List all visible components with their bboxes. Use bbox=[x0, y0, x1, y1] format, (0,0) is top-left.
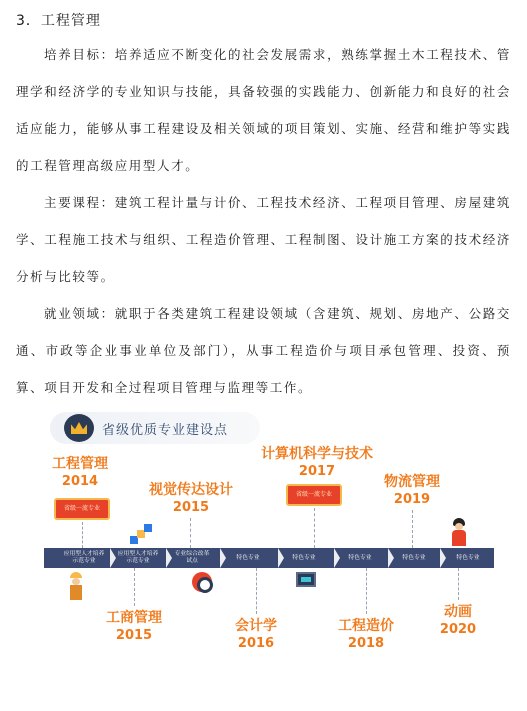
monitor-icon bbox=[296, 572, 316, 587]
milestone-bottom-3 bbox=[326, 618, 406, 652]
timeline-figure bbox=[40, 412, 500, 682]
milestone-year: 2015 bbox=[172, 500, 210, 515]
timeline-segment: 特色专业 bbox=[348, 554, 372, 561]
paragraph-employment bbox=[16, 295, 511, 406]
milestone-year: 2016 bbox=[237, 636, 275, 651]
milestone-name: 动画 bbox=[444, 604, 472, 620]
milestone-name: 工程管理 bbox=[52, 456, 108, 472]
timeline-stem bbox=[412, 510, 413, 548]
paragraph-main-courses bbox=[16, 184, 511, 295]
milestone-year: 2020 bbox=[439, 622, 477, 637]
timeline-stem bbox=[190, 518, 191, 548]
milestone-year: 2014 bbox=[61, 474, 99, 489]
timeline-segment: 特色专业 bbox=[402, 554, 426, 561]
figure-title-banner bbox=[50, 412, 260, 444]
milestone-year: 2018 bbox=[347, 636, 385, 651]
first-class-badge: 省级一流专业 bbox=[286, 484, 342, 506]
blocks-icon bbox=[130, 524, 152, 544]
milestone-top-2 bbox=[136, 482, 246, 516]
timeline-stem bbox=[366, 568, 367, 614]
milestone-name: 物流管理 bbox=[384, 474, 440, 490]
segment-arrow bbox=[220, 548, 226, 568]
milestone-name: 工程造价 bbox=[338, 618, 394, 634]
milestone-year: 2017 bbox=[298, 464, 336, 479]
timeline-stem bbox=[82, 522, 83, 548]
timeline-segment: 专业综合改革试点 bbox=[174, 551, 210, 564]
first-class-badge: 省级一流专业 bbox=[54, 498, 110, 520]
milestone-top-1 bbox=[40, 456, 120, 490]
milestone-top-4 bbox=[372, 474, 452, 508]
paragraph-text: 培养目标：培养适应不断变化的社会发展需求，熟练掌握土木工程技术、管理学和经济学的专业知识与技能，具备较强的实践能力、创新能力和良好的社会适应能力，能够从事工程建设及相关领域的项目策划、实施、经营和维护等实践的工程管理高级应用型人才。 bbox=[16, 47, 511, 173]
milestone-bottom-2 bbox=[220, 618, 292, 652]
crown-icon bbox=[64, 414, 94, 442]
timeline-segment: 特色专业 bbox=[292, 554, 316, 561]
timeline-segment: 应用型人才培养示范专业 bbox=[63, 551, 105, 564]
milestone-bottom-1 bbox=[94, 610, 174, 644]
timeline-stem bbox=[458, 568, 459, 600]
timeline-segment: 应用型人才培养示范专业 bbox=[117, 551, 159, 564]
milestone-name: 视觉传达设计 bbox=[149, 482, 233, 498]
timeline-segment: 特色专业 bbox=[456, 554, 480, 561]
figure-title: 省级优质专业建设点 bbox=[102, 423, 229, 438]
milestone-name: 工商管理 bbox=[106, 610, 162, 626]
timeline-stem bbox=[314, 508, 315, 548]
timeline-segment: 特色专业 bbox=[236, 554, 260, 561]
worker-icon bbox=[68, 572, 84, 600]
eye-icon bbox=[192, 572, 212, 592]
milestone-year: 2019 bbox=[393, 492, 431, 507]
paragraph-text: 主要课程：建筑工程计量与计价、工程技术经济、工程项目管理、房屋建筑学、工程施工技术与组织、工程造价管理、工程制图、设计施工方案的技术经济分析与比较等。 bbox=[16, 195, 511, 284]
timeline-track bbox=[44, 548, 494, 568]
milestone-year: 2015 bbox=[115, 628, 153, 643]
timeline-stem bbox=[256, 568, 257, 614]
milestone-name: 计算机科学与技术 bbox=[261, 446, 373, 462]
person-icon bbox=[450, 518, 468, 546]
paragraph-training-goal bbox=[16, 36, 511, 184]
milestone-name: 会计学 bbox=[235, 618, 277, 634]
milestone-top-3 bbox=[250, 446, 384, 480]
timeline-stem bbox=[134, 568, 135, 606]
paragraph-text: 就业领域：就职于各类建筑工程建设领域（含建筑、规划、房地产、公路交通、市政等企业事业单位及部门），从事工程造价与项目承包管理、投资、预算、项目开发和全过程项目管理与监理等工作。 bbox=[16, 306, 511, 395]
section-heading: 3．工程管理 bbox=[16, 13, 101, 29]
milestone-bottom-4 bbox=[428, 604, 488, 638]
